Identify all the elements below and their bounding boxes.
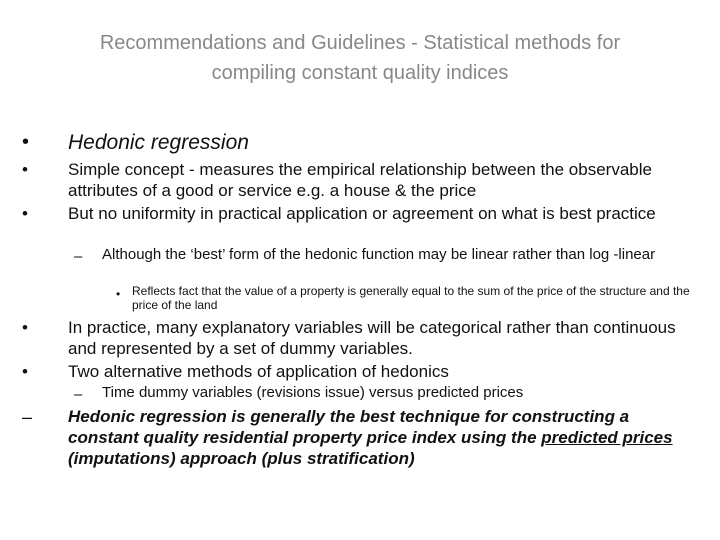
bullet-simple-concept: Simple concept - measures the empirical relationship between the observable attributes of a good or service e.g. a house & the price — [68, 160, 652, 200]
bullet-dot: • — [22, 362, 28, 381]
bullet-dot: • — [22, 131, 30, 153]
title-line-1: Recommendations and Guidelines - Statistical methods for — [99, 32, 621, 54]
conclusion-post: (imputations) approach (plus stratification) — [68, 449, 415, 468]
bullet-no-uniformity: But no uniformity in practical application or agreement on what is best practice — [68, 204, 656, 223]
bullet-time-dummy: Time dummy variables (revisions issue) versus predicted prices — [102, 384, 524, 401]
sub-sub-bullet-dot: • — [116, 287, 121, 301]
conclusion-text — [68, 406, 688, 469]
bullet-reflects-fact: Reflects fact that the value of a property is generally equal to the sum of the price of the structure and the price of the land — [132, 284, 690, 312]
bullet-best-form: Although the ‘best’ form of the hedonic function may be linear rather than log -linear — [102, 246, 656, 263]
bullet-in-practice: In practice, many explanatory variables will be categorical rather than continuous and represented by a set of dummy variables. — [68, 318, 676, 358]
conclusion-dash: – — [22, 407, 33, 427]
sub-bullet-dash: – — [74, 386, 83, 403]
bullet-dot: • — [22, 318, 28, 337]
slide-title — [40, 28, 680, 88]
hedonic-heading: Hedonic regression — [68, 131, 249, 154]
bullet-two-methods: Two alternative methods of application of hedonics — [68, 362, 449, 381]
title-line-2: compiling constant quality indices — [211, 62, 509, 84]
sub-bullet-dash: – — [74, 248, 83, 265]
conclusion-pre: Hedonic regression is generally the best technique for constructing a constant quality residential property price index using the — [68, 407, 630, 447]
bullet-dot: • — [22, 160, 28, 179]
predicted-prices-link: predicted prices — [541, 428, 673, 447]
bullet-dot: • — [22, 204, 28, 223]
